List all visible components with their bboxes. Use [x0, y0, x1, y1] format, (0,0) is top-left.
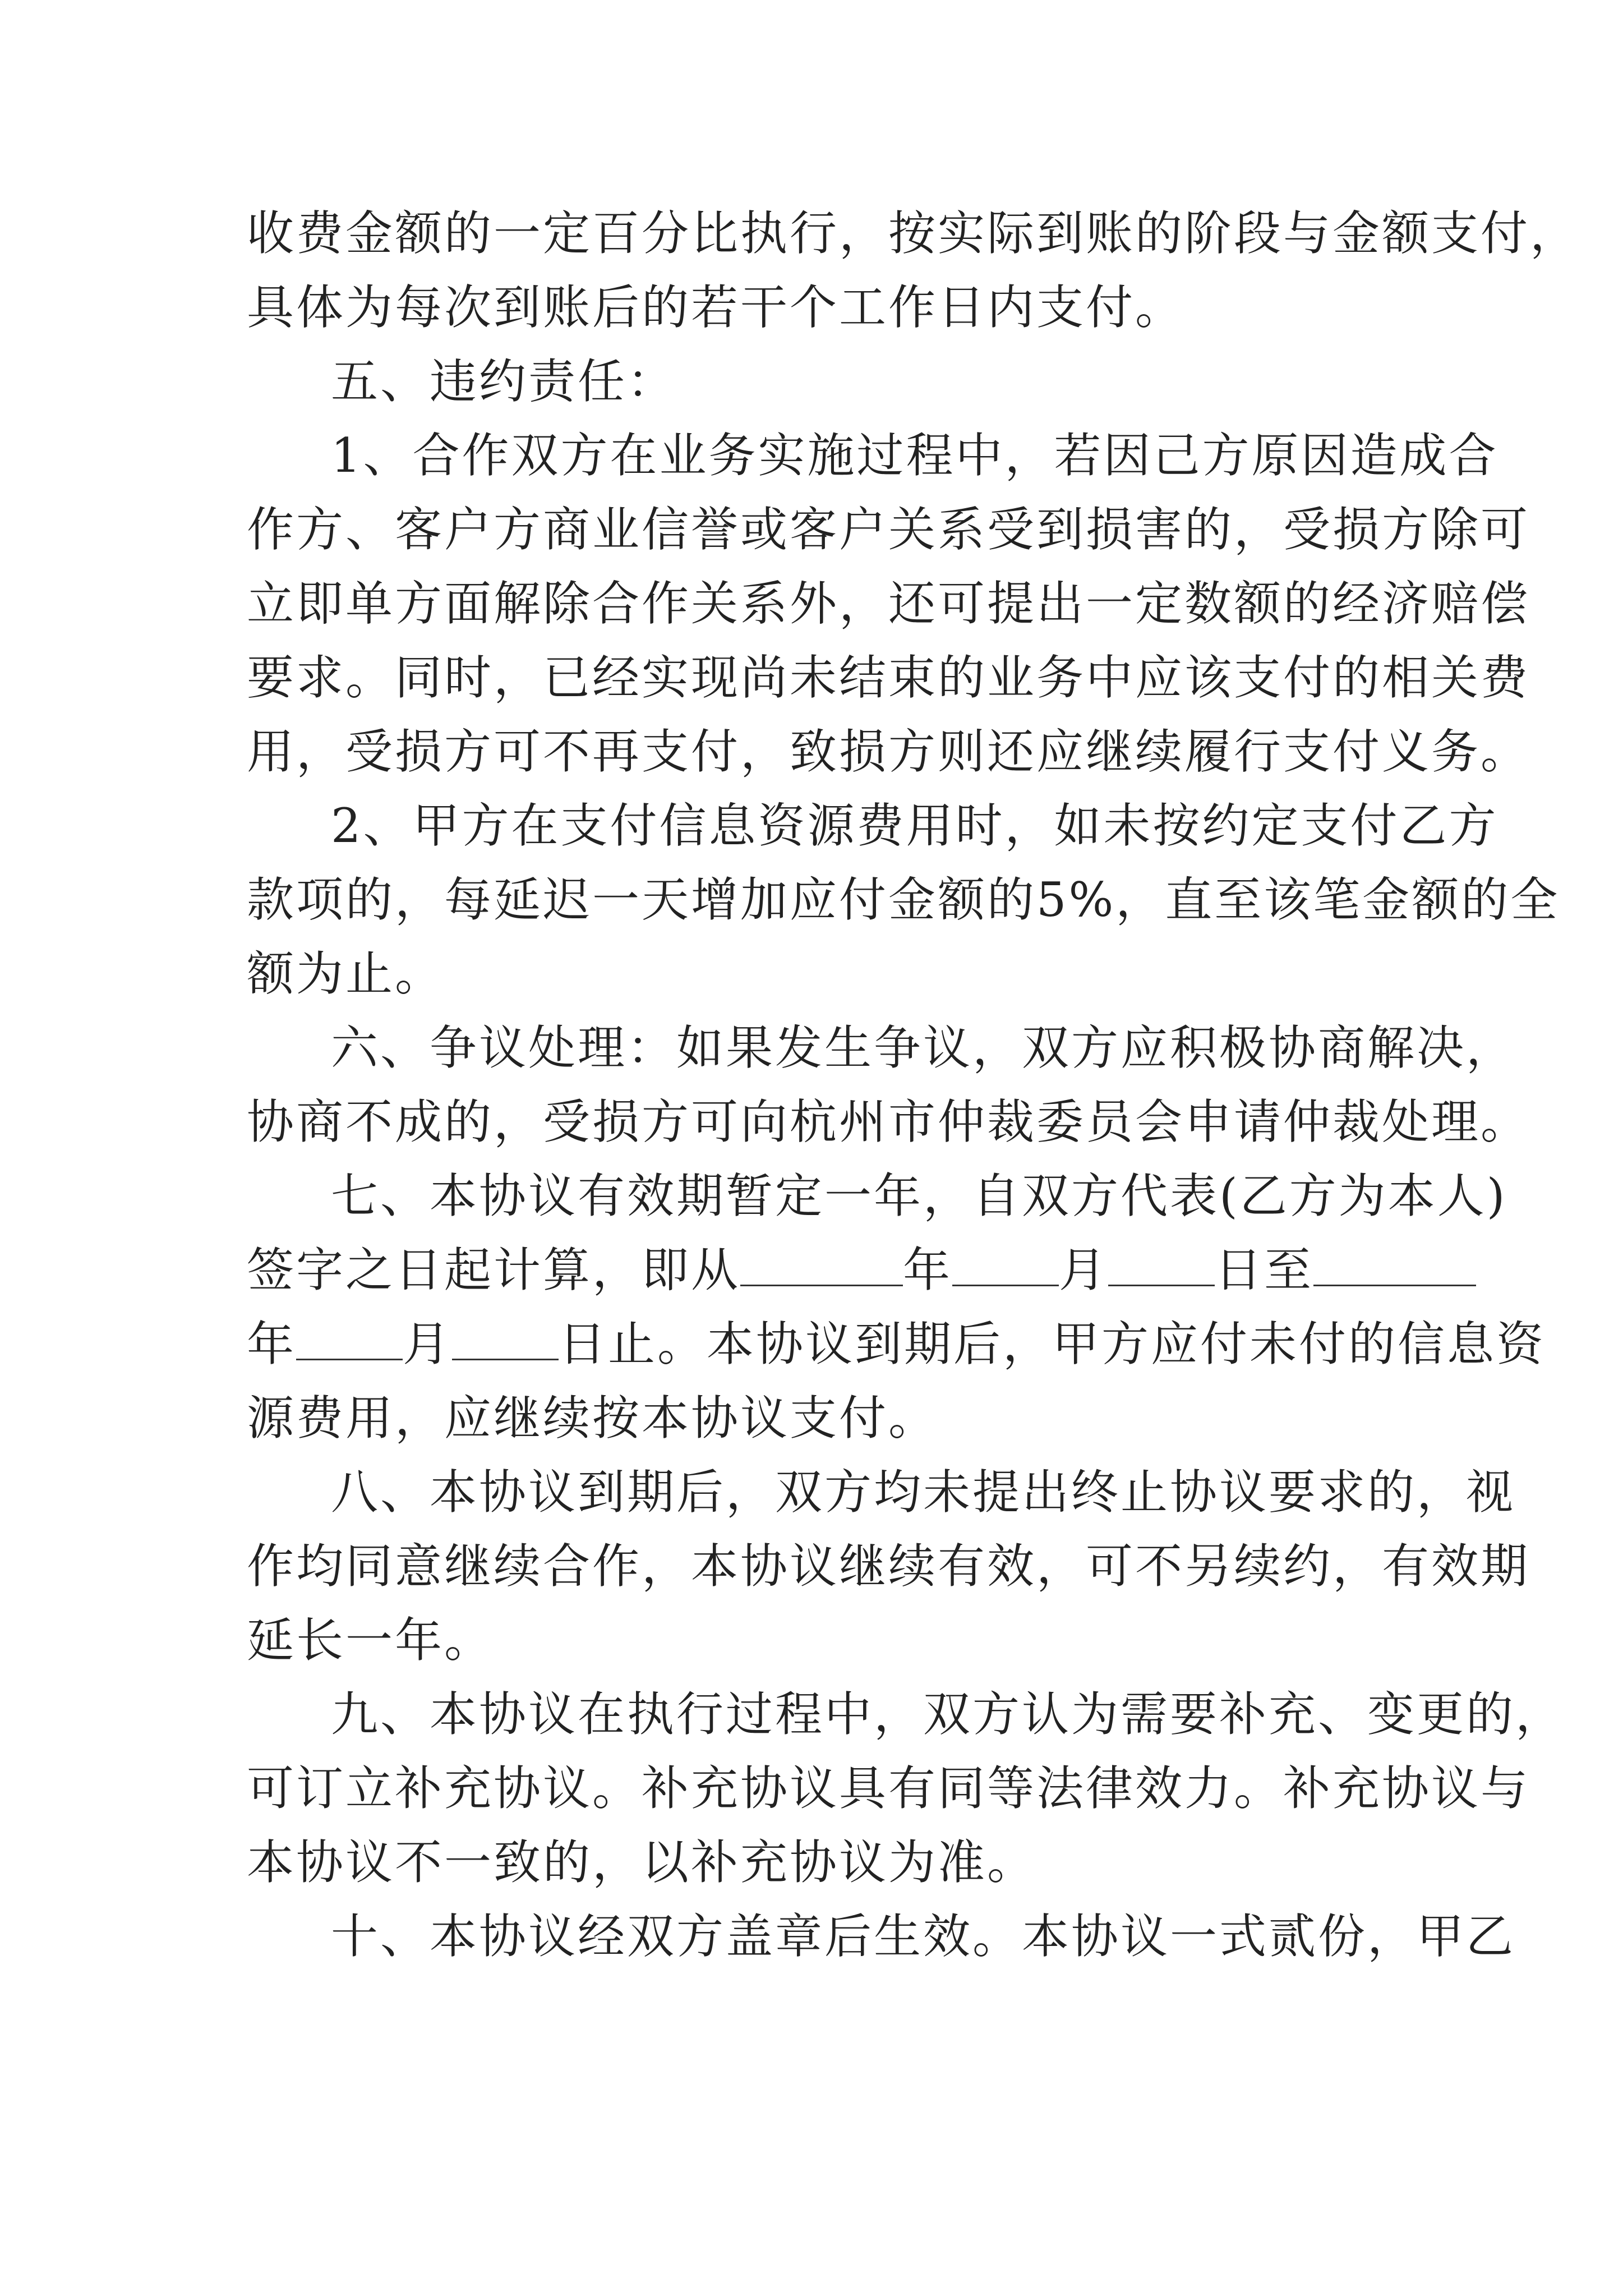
paragraph-line: 源费用，应继续按本协议支付。	[247, 1391, 938, 1446]
blank-year-field	[740, 1245, 903, 1286]
paragraph-line: 八、本协议到期后，双方均未提出终止协议要求的，视	[331, 1465, 1516, 1520]
paragraph-line: 额为止。	[247, 946, 445, 1001]
day-to-label: 日至	[1215, 1243, 1314, 1297]
paragraph-line: 作方、客户方商业信誉或客户关系受到损害的，受损方除可	[247, 502, 1530, 557]
paragraph-line: 九、本协议在执行过程中，双方认为需要补充、变更的，	[331, 1687, 1565, 1742]
blank-day-field	[1108, 1245, 1215, 1286]
paragraph-line: 立即单方面解除合作关系外，还可提出一定数额的经济赔偿	[247, 576, 1530, 631]
blank-month-field	[952, 1245, 1059, 1286]
paragraph-line: 十、本协议经双方盖章后生效。本协议一式贰份，甲乙	[331, 1909, 1516, 1964]
paragraph-line: 要求。同时，已经实现尚未结束的业务中应该支付的相关费	[247, 650, 1530, 705]
paragraph-line: 可订立补充协议。补充协议具有同等法律效力。补充协议与	[247, 1761, 1530, 1816]
blank-end-day-field	[452, 1319, 559, 1360]
year-label: 年	[903, 1243, 953, 1297]
date-rest: 日止。本协议到期后，甲方应付未付的信息资	[559, 1317, 1546, 1372]
paragraph-line: 六、争议处理：如果发生争议，双方应积极协商解决，	[331, 1020, 1516, 1075]
month-label: 月	[403, 1317, 453, 1372]
date-line-end	[247, 1307, 1546, 1381]
paragraph-line: 1、合作双方在业务实施过程中，若因己方原因造成合	[331, 428, 1498, 483]
paragraph-line: 收费金额的一定百分比执行，按实际到账的阶段与金额支付，	[247, 206, 1580, 261]
year-label: 年	[247, 1317, 297, 1372]
paragraph-line: 作均同意继续合作，本协议继续有效，可不另续约，有效期	[247, 1539, 1530, 1594]
blank-end-year-field	[1313, 1245, 1476, 1286]
paragraph-line: 本协议不一致的，以补充协议为准。	[247, 1835, 1037, 1890]
month-label: 月	[1059, 1243, 1109, 1297]
blank-end-month-field	[296, 1319, 403, 1360]
paragraph-line: 用，受损方可不再支付，致损方则还应继续履行支付义务。	[247, 724, 1530, 779]
date-prefix: 签字之日起计算，即从	[247, 1243, 741, 1297]
paragraph-line: 七、本协议有效期暂定一年，自双方代表(乙方为本人)	[331, 1168, 1507, 1223]
paragraph-line: 延长一年。	[247, 1613, 494, 1668]
section-heading: 五、违约责任：	[331, 354, 677, 409]
date-line-start	[247, 1233, 1430, 1307]
paragraph-line: 具体为每次到账后的若干个工作日内支付。	[247, 280, 1185, 335]
paragraph-line: 款项的，每延迟一天增加应付金额的5%，直至该笔金额的全	[247, 872, 1560, 927]
paragraph-line: 2、甲方在支付信息资源费用时，如未按约定支付乙方	[331, 798, 1498, 853]
paragraph-line: 协商不成的，受损方可向杭州市仲裁委员会申请仲裁处理。	[247, 1094, 1530, 1149]
document-body	[247, 196, 1580, 1973]
